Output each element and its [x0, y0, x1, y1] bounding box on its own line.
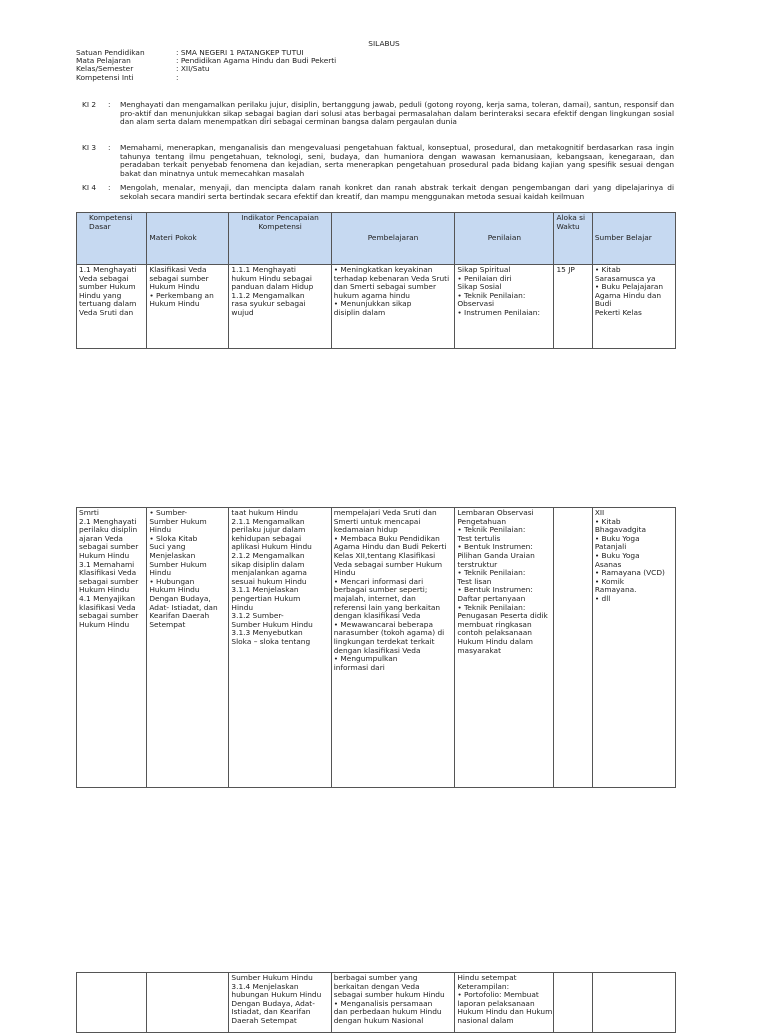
cell-kd: [77, 508, 147, 788]
cell-line: perilaku jujur dalam: [231, 525, 306, 535]
cell-line: • Bentuk Instrumen:: [457, 542, 533, 552]
cell-line: Budi: [594, 299, 612, 309]
document-title: SILABUS: [368, 39, 400, 48]
cell-line: sebagai sumber: [79, 576, 139, 586]
cell-line: • Instrumen Penilaian:: [457, 307, 540, 317]
cell-line: sebagai sumber: [79, 611, 139, 621]
cell-line: sumber Hukum: [79, 282, 136, 292]
cell-line: 3.1.4 Menjelaskan: [231, 981, 299, 991]
cell-line: wujud: [231, 307, 254, 317]
cell-line: Menjelaskan: [149, 550, 196, 560]
meta-row: [76, 74, 396, 82]
cell-line: Hukum Hindu: [149, 585, 200, 595]
cell-line: Penugasan Peserta didik: [457, 611, 548, 621]
cell-line: 2.1 Menghayati: [79, 516, 137, 526]
cell-line: sebagai sumber: [149, 273, 209, 283]
table-row: [77, 508, 676, 788]
cell-line: ajaran Veda: [79, 533, 123, 543]
cell-line: berbagai sumber seperti;: [333, 585, 428, 595]
meta-value: :: [176, 72, 179, 82]
cell-line: dengan klasifikasi Veda: [333, 611, 421, 621]
cell-line: Dengan Budaya,: [149, 593, 211, 603]
cell-line: dan Smerti sebagai sumber: [333, 282, 437, 292]
cell-line: Veda sebagai: [79, 273, 129, 283]
ki-2: [82, 101, 674, 127]
meta-value: : XII/Satu: [176, 64, 210, 74]
cell-line: disiplin dalam: [333, 307, 386, 317]
cell-line: • Buku Yoga: [594, 533, 640, 543]
cell-line: Veda sebagai sumber Hukum: [333, 559, 443, 569]
cell-line: Kearifan Daerah: [149, 611, 210, 621]
cell-line: aplikasi Hukum Hindu: [231, 542, 312, 552]
cell-line: laporan pelaksanaan: [457, 998, 535, 1008]
cell-line: Sarasamusca ya: [594, 273, 656, 283]
cell-line: Lembaran Observasi: [457, 508, 534, 517]
syllabus-table-page-1: [76, 212, 676, 349]
cell-line: 1.1.2 Mengamalkan: [231, 290, 305, 300]
cell-line: • Teknik Penilaian:: [457, 290, 526, 300]
cell-line: panduan dalam Hidup: [231, 282, 314, 292]
cell-line: • Teknik Penilaian:: [457, 525, 526, 535]
cell-line: membuat ringkasan: [457, 619, 532, 629]
cell-line: klasifikasi Veda: [79, 602, 136, 612]
ki-text: Memahami, menerapkan, menganalisis dan mengevaluasi pengetahuan faktual, konseptual, prosedural, dan metakognitif berdasarkan rasa ingin tahunya tentang ilmu pengetahuan, teknologi, seni, budaya, dan humaniora dengan wawasan kemanusiaan, kebangsaan, kenegaraan, dan peradaban terkait penyebab fenomena dan kejadian, serta menerapkan pengetahuan prosedural pada bidang kajian yang spesifik sesuai dengan bakat dan minatnya untuk memecahkan masalah: [120, 143, 674, 178]
cell-line: 2.1.2 Mengamalkan: [231, 550, 305, 560]
cell-line: • Hubungan: [149, 576, 195, 586]
ki-label: KI 4: [82, 183, 97, 192]
header-materi-pokok: Materi Pokok: [147, 213, 229, 265]
cell-line: menjalankan agama: [231, 568, 307, 578]
cell-line: Hukum Hindu: [79, 585, 130, 595]
cell-line: Istiadat, dan Kearifan: [231, 1007, 311, 1017]
cell-line: Test tertulis: [457, 533, 501, 543]
cell-line: Sumber Hukum Hindu: [231, 973, 313, 982]
cell-line: terhadap kebenaran Veda Sruti: [333, 273, 450, 283]
cell-line: narasumber (tokoh agama) di: [333, 628, 445, 638]
cell-line: • Buku Yoga: [594, 550, 640, 560]
header-alokasi-waktu: Aloka si Waktu: [554, 213, 592, 265]
meta-value: : Pendidikan Agama Hindu dan Budi Pekerti: [176, 56, 337, 66]
cell-penilaian: [455, 508, 554, 788]
cell-line: 4.1 Menyajikan: [79, 593, 136, 603]
cell-line: lingkungan terdekat terkait: [333, 636, 435, 646]
cell-sumber: [592, 265, 675, 349]
cell-indikator: [229, 265, 331, 349]
cell-line: contoh pelaksanaan: [457, 628, 532, 638]
cell-line: dan perbedaan hukum Hindu: [333, 1007, 442, 1017]
cell-line: Hindu: [149, 568, 172, 578]
table-header-row: [77, 213, 676, 265]
cell-line: Suci yang: [149, 542, 186, 552]
meta-label: Satuan Pendidikan: [76, 48, 145, 57]
cell-line: kedamaian hidup: [333, 525, 398, 535]
cell-sumber: [592, 508, 675, 788]
cell-line: mempelajari Veda Sruti dan: [333, 508, 437, 517]
cell-alokasi: [554, 508, 592, 788]
cell-line: Sloka – sloka tentang: [231, 636, 311, 646]
cell-line: • Portofolio: Membuat: [457, 990, 539, 1000]
cell-line: Hindu: [333, 568, 356, 578]
cell-line: • Mewawancarai beberapa: [333, 619, 434, 629]
cell-line: • Mengumpulkan: [333, 654, 398, 664]
ki-label: KI 2: [82, 100, 97, 109]
ki-4: [82, 184, 674, 201]
cell-line: Sikap Sosial: [457, 282, 502, 292]
cell-line: Hindu setempat: [457, 973, 517, 982]
cell-line: • Kitab: [594, 265, 621, 274]
cell-line: hukum Hindu sebagai: [231, 273, 312, 283]
ki-separator: :: [108, 183, 111, 192]
cell-kd: [77, 265, 147, 349]
cell-line: 3.1 Memahami: [79, 559, 135, 569]
ki-separator: :: [108, 100, 111, 109]
cell-line: Veda Sruti dan: [79, 307, 134, 317]
cell-line: dengan hukum Nasional: [333, 1015, 424, 1025]
cell-penilaian: [455, 265, 554, 349]
cell-pembelajaran: [331, 508, 455, 788]
cell-line: • dll: [594, 593, 611, 603]
cell-line: XII: [594, 508, 605, 517]
ki-separator: :: [108, 143, 111, 152]
cell-line: Klasifikasi Veda: [149, 265, 207, 274]
cell-line: Pilihan Ganda Uraian: [457, 550, 535, 560]
cell-line: Adat- Istiadat, dan: [149, 602, 218, 612]
cell-line: • Mencari informasi dari: [333, 576, 424, 586]
cell-line: sebagai sumber hukum Hindu: [333, 990, 445, 1000]
cell-pembelajaran: [331, 265, 455, 349]
cell-line: dengan klasifikasi Veda: [333, 645, 421, 655]
cell-line: Daerah Setempat: [231, 1015, 297, 1025]
cell-line: • Komik: [594, 576, 625, 586]
meta-label: Kelas/Semester: [76, 64, 134, 74]
cell-line: • Teknik Penilaian:: [457, 568, 526, 578]
cell-line: informasi dari: [333, 662, 385, 672]
header-kompetensi-dasar: Kompetensi Dasar: [77, 213, 147, 265]
cell-line: Asanas: [594, 559, 622, 569]
cell-line: referensi lain yang berkaitan: [333, 602, 441, 612]
cell-line: Agama Hindu dan: [594, 290, 662, 300]
header-sumber-belajar: Sumber Belajar: [592, 213, 675, 265]
cell-line: 15 JP: [556, 265, 575, 274]
cell-line: • Perkembang an: [149, 290, 214, 300]
table-row: [77, 265, 676, 349]
cell-line: Dengan Budaya, Adat-: [231, 998, 315, 1008]
cell-line: kehidupan sebagai: [231, 533, 302, 543]
cell-line: 2.1.1 Mengamalkan: [231, 516, 305, 526]
cell-line: Bhagavadgita: [594, 525, 647, 535]
cell-line: hubungan Hukum Hindu: [231, 990, 322, 1000]
cell-line: perilaku disiplin: [79, 525, 138, 535]
cell-line: 1.1.1 Menghayati: [231, 265, 296, 274]
cell-line: Ramayana.: [594, 585, 637, 595]
header-penilaian: Penilaian: [455, 213, 554, 265]
cell-line: Hindu yang: [79, 290, 122, 300]
cell-line: • Kitab: [594, 516, 621, 526]
cell-line: masyarakat: [457, 645, 501, 655]
ki-text: Mengolah, menalar, menyaji, dan mencipta dalam ranah konkret dan ranah abstrak terkait dengan pengembangan dari yang dipelajarinya di sekolah secara mandiri serta bertindak secara efektif dan kreatif, dan mampu menggunakan metoda sesuai kaidah keilmuan: [120, 183, 674, 201]
meta-label: Kompetensi Inti: [76, 72, 134, 82]
cell-line: Smrti: [79, 508, 99, 517]
cell-line: • Menganalisis persamaan: [333, 998, 433, 1008]
cell-line: 3.1.2 Sumber-: [231, 611, 284, 621]
cell-line: • Sloka Kitab: [149, 533, 198, 543]
cell-line: • Sumber-: [149, 508, 188, 517]
cell-line: Test lisan: [457, 576, 492, 586]
cell-line: nasional dalam: [457, 1015, 514, 1025]
ki-text: Menghayati dan mengamalkan perilaku jujur, disiplin, bertanggung jawab, peduli (gotong royong, kerja sama, toleran, damai), santun, responsif dan pro-aktif dan menunjukkan sikap sebagai bagian dari solusi atas berbagai permasalahan dalam berinteraksi secara efektif dengan lingkungan sosial dan alam serta dalam menempatkan diri sebagai cerminan bangsa dalam pergaulan dunia: [120, 100, 674, 127]
cell-line: Hukum Hindu: [149, 282, 200, 292]
cell-line: • Menunjukkan sikap: [333, 299, 412, 309]
cell-line: tertuang dalam: [79, 299, 137, 309]
meta-value: : SMA NEGERI 1 PATANGKEP TUTUI: [176, 48, 304, 57]
cell-line: pengertian Hukum: [231, 593, 301, 603]
cell-line: Sikap Spiritual: [457, 265, 511, 274]
cell-line: Patanjali: [594, 542, 627, 552]
cell-line: berkaitan dengan Veda: [333, 981, 420, 991]
cell-line: majalah, internet, dan: [333, 593, 416, 603]
cell-line: • Meningkatkan keyakinan: [333, 265, 433, 274]
cell-line: 3.1.1 Menjelaskan: [231, 585, 299, 595]
cell-line: Sumber Hukum: [149, 516, 207, 526]
cell-line: Sumber Hukum Hindu: [231, 619, 313, 629]
ki-3: [82, 144, 674, 178]
cell-line: Hindu: [149, 525, 172, 535]
cell-line: sebagai sumber: [79, 542, 139, 552]
cell-line: hukum agama hindu: [333, 290, 410, 300]
cell-line: berbagai sumber yang: [333, 973, 418, 982]
cell-line: sesuai hukum Hindu: [231, 576, 307, 586]
syllabus-table-page-2: [76, 507, 676, 788]
cell-line: • Teknik Penilaian:: [457, 602, 526, 612]
cell-line: Hukum Hindu dalam: [457, 636, 533, 646]
cell-line: Hindu: [231, 602, 254, 612]
cell-line: Smerti untuk mencapai: [333, 516, 421, 526]
cell-line: • Buku Pelajajaran: [594, 282, 664, 292]
meta-label: Mata Pelajaran: [76, 56, 131, 66]
cell-indikator: [229, 508, 331, 788]
cell-line: Hukum Hindu: [79, 619, 130, 629]
cell-line: Pengetahuan: [457, 516, 507, 526]
ki-label: KI 3: [82, 143, 97, 152]
cell-line: taat hukum Hindu: [231, 508, 298, 517]
cell-line: terstruktur: [457, 559, 498, 569]
cell-line: rasa syukur sebagai: [231, 299, 306, 309]
identity-block: [76, 49, 396, 82]
cell-line: Hukum Hindu: [79, 550, 130, 560]
cell-line: 1.1 Menghayati: [79, 265, 137, 274]
cell-line: Pekerti Kelas: [594, 307, 642, 317]
cell-line: Kelas XII,tentang Klasifikasi: [333, 550, 436, 560]
cell-line: Agama Hindu dan Budi Pekerti: [333, 542, 447, 552]
cell-line: • Membaca Buku Pendidikan: [333, 533, 440, 543]
cell-line: 3.1.3 Menyebutkan: [231, 628, 303, 638]
cell-materi: [147, 265, 229, 349]
header-pembelajaran: Pembelajaran: [331, 213, 455, 265]
cell-line: Setempat: [149, 619, 186, 629]
cell-line: Klasifikasi Veda: [79, 568, 137, 578]
cell-line: Keterampilan:: [457, 981, 510, 991]
cell-line: • Ramayana (VCD): [594, 568, 665, 578]
cell-line: Hukum Hindu: [149, 299, 200, 309]
cell-materi: [147, 508, 229, 788]
cell-line: • Penilaian diri: [457, 273, 512, 283]
cell-line: Sumber Hukum: [149, 559, 207, 569]
cell-line: Daftar pertanyaan: [457, 593, 526, 603]
cell-alokasi: [554, 265, 592, 349]
header-indikator: Indikator Pencapaian Kompetensi: [229, 213, 331, 265]
cell-line: • Bentuk Instrumen:: [457, 585, 533, 595]
cell-line: Hukum Hindu dan Hukum: [457, 1007, 553, 1017]
cell-line: Observasi: [457, 299, 495, 309]
cell-line: sikap disiplin dalam: [231, 559, 305, 569]
